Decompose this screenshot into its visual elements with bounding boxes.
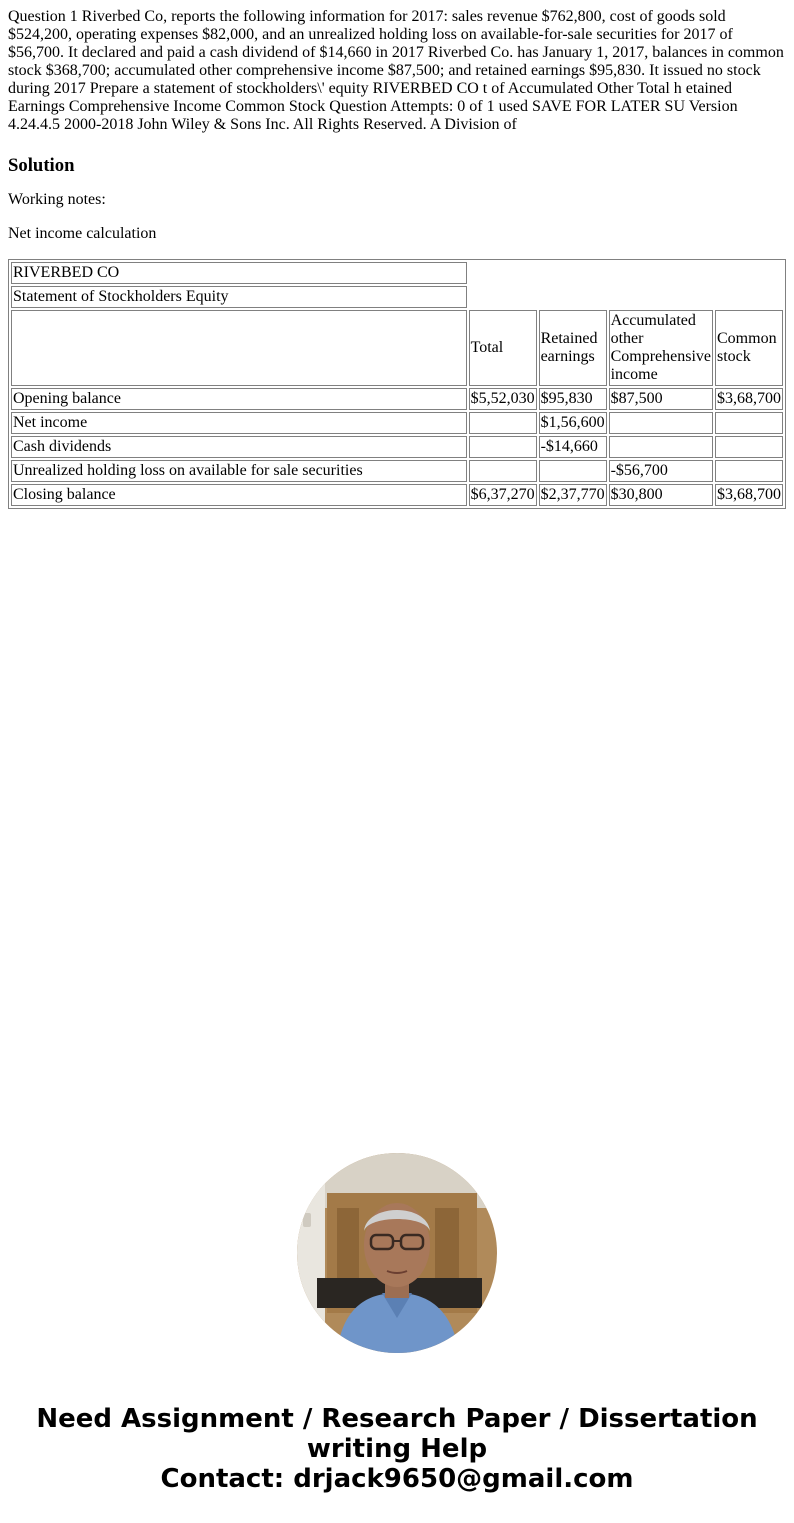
- header-blank-cell: [11, 310, 467, 386]
- cell-common-stock: [715, 412, 783, 434]
- table-row: [11, 388, 783, 410]
- cell-total: [469, 460, 537, 482]
- cell-retained-earnings: -$14,660: [539, 436, 607, 458]
- row-label: Opening balance: [11, 388, 467, 410]
- working-notes-label: Working notes:: [8, 191, 106, 208]
- cell-common-stock: $3,68,700: [715, 484, 783, 506]
- row-label: Closing balance: [11, 484, 467, 506]
- stockholders-equity-table: [8, 259, 786, 509]
- net-income-label: Net income calculation: [8, 225, 157, 242]
- company-name-cell: RIVERBED CO: [11, 262, 467, 284]
- table-row: [11, 436, 783, 458]
- cell-total: [469, 436, 537, 458]
- question-text: Question 1 Riverbed Co, reports the following information for 2017: sales revenue $762,800, cost of goods sold $524,200, operating expenses $82,000, and an unrealized holding loss on available-for-sale securities for 2017 of $56,700. It declared and paid a cash dividend of $14,660 in 2017 Riverbed Co. has January 1, 2017, balances in common stock $368,700; accumulated other comprehensive income $87,500; and retained earnings $95,830. It issued no stock during 2017 Prepare a statement of stockholders\' equity RIVERBED CO t of Accumulated Other Total h etained Earnings Comprehensive Income Common Stock Question Attempts: 0 of 1 used SAVE FOR LATER SU Version 4.24.4.5 2000-2018 John Wiley & Sons Inc. All Rights Reserved. A Division of: [8, 8, 784, 133]
- row-label: Cash dividends: [11, 436, 467, 458]
- cell-retained-earnings: [539, 460, 607, 482]
- column-header-total: Total: [469, 310, 537, 386]
- promo-contact: Contact: drjack9650@gmail.com: [160, 1464, 634, 1494]
- table-row: [11, 484, 783, 506]
- cell-total: [469, 412, 537, 434]
- cell-aoci: [609, 412, 713, 434]
- row-label: Net income: [11, 412, 467, 434]
- table-row: [11, 460, 783, 482]
- cell-total: $6,37,270: [469, 484, 537, 506]
- cell-retained-earnings: $95,830: [539, 388, 607, 410]
- cell-total: $5,52,030: [469, 388, 537, 410]
- cell-common-stock: [715, 460, 783, 482]
- avatar-portrait-image: [297, 1153, 497, 1353]
- avatar: [297, 1153, 497, 1353]
- column-header-aoci: Accumulated other Comprehensive income: [609, 310, 713, 386]
- page-content: [0, 0, 794, 509]
- promo-line-2: writing Help: [306, 1434, 488, 1464]
- row-label: Unrealized holding loss on available for sale securities: [11, 460, 467, 482]
- cell-aoci: $30,800: [609, 484, 713, 506]
- cell-aoci: $87,500: [609, 388, 713, 410]
- cell-aoci: -$56,700: [609, 460, 713, 482]
- promo-line-1: Need Assignment / Research Paper / Dissertation: [36, 1404, 758, 1434]
- cell-retained-earnings: $1,56,600: [539, 412, 607, 434]
- table-row: [11, 412, 783, 434]
- promo-banner: [0, 1404, 794, 1494]
- cell-common-stock: [715, 436, 783, 458]
- cell-aoci: [609, 436, 713, 458]
- column-header-retained-earnings: Retained earnings: [539, 310, 607, 386]
- column-header-common-stock: Common stock: [715, 310, 783, 386]
- cell-common-stock: $3,68,700: [715, 388, 783, 410]
- statement-title-cell: Statement of Stockholders Equity: [11, 286, 467, 308]
- cell-retained-earnings: $2,37,770: [539, 484, 607, 506]
- solution-heading: Solution: [8, 155, 75, 176]
